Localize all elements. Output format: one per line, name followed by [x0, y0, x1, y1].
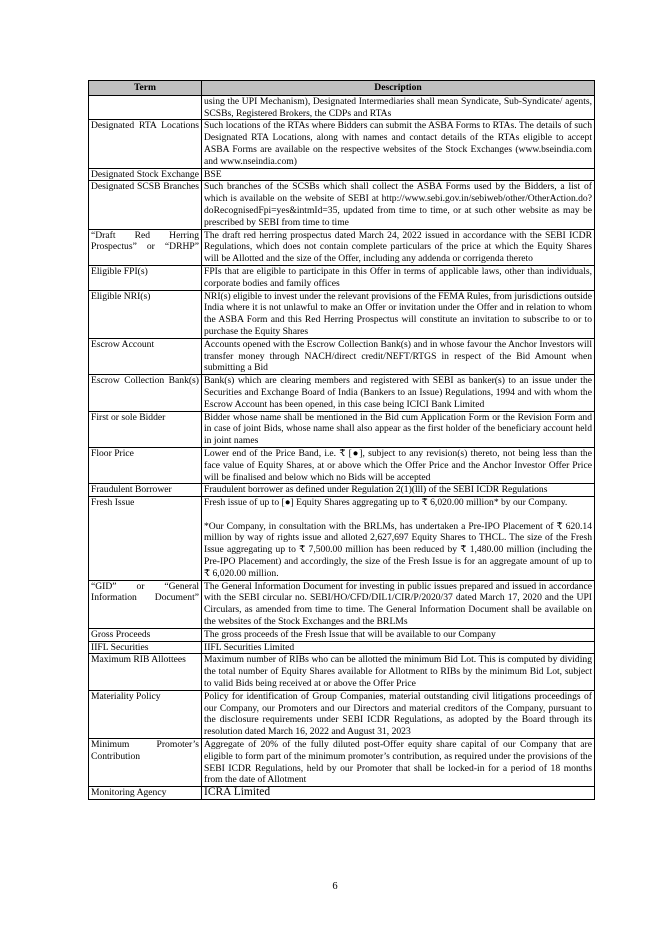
term-cell: Fresh Issue — [89, 497, 202, 581]
table-row — [89, 265, 595, 290]
table-header-row — [89, 81, 595, 96]
table-row — [89, 447, 595, 483]
fresh-issue-footnote: *Our Company, in consultation with the BRLMs, has undertaken a Pre-IPO Placement of ₹ 620.14 million by way of rights issue and alloted 2,627,697 Equity Shares to THCL. The size of the Fresh Issue aggregating up to ₹ 7,500.00 million has been reduced by ₹ 1,480.00 million (including the Pre-IPO Placement) and accordingly, the size of the Fresh Issue is for an aggregate amount of up to ₹ 6,020.00 million. — [204, 520, 592, 579]
table-row — [89, 580, 595, 628]
description-cell: The General Information Document for investing in public issues prepared and issued in accordance with the SEBI circular no. SEBI/HO/CFD/DIL1/CIR/P/2020/37 dated March 17, 2020 and the UPI Circulars, as amended from time to time. The General Information Document shall be available on the websites of the Stock Exchanges and the BRLMs — [202, 580, 595, 628]
term-cell: “GID” or “General Information Document” — [89, 580, 202, 628]
description-cell: FPIs that are eligible to participate in this Offer in terms of applicable laws, other than individuals, corporate bodies and family offices — [202, 265, 595, 290]
description-cell: The gross proceeds of the Fresh Issue that will be available to our Company — [202, 628, 595, 641]
description-cell — [202, 497, 595, 581]
column-header-description: Description — [202, 81, 595, 96]
term-cell: Minimum Promoter’s Contribution — [89, 739, 202, 787]
table-row — [89, 181, 595, 229]
term-cell: Designated SCSB Branches — [89, 181, 202, 229]
table-row — [89, 411, 595, 447]
page-number: 6 — [332, 881, 338, 892]
term-cell: Gross Proceeds — [89, 628, 202, 641]
description-cell: BSE — [202, 168, 595, 181]
table-row — [89, 641, 595, 654]
table-row — [89, 628, 595, 641]
fresh-issue-paragraph: Fresh issue of up to [●] Equity Shares aggregating up to ₹ 6,020.00 million* by our Company. — [204, 497, 568, 509]
table-row — [89, 120, 595, 168]
description-cell: Fraudulent borrower as defined under Regulation 2(1)(lll) of the SEBI ICDR Regulations — [202, 484, 595, 497]
description-cell: Lower end of the Price Band, i.e. ₹ [●], subject to any revision(s) thereto, not being less than the face value of Equity Shares, at or above which the Offer Price and the Anchor Investor Offer Price will be finalised and below which no Bids will be accepted — [202, 447, 595, 483]
table-row — [89, 95, 595, 120]
term-cell: Materiality Policy — [89, 690, 202, 738]
description-cell: IIFL Securities Limited — [202, 641, 595, 654]
paragraph-spacer — [204, 509, 592, 521]
description-cell: Accounts opened with the Escrow Collection Bank(s) and in whose favour the Anchor Investors will transfer money through NACH/direct credit/NEFT/RTGS in respect of the Bid Amount when submitting a Bid — [202, 338, 595, 374]
description-cell: Bidder whose name shall be mentioned in the Bid cum Application Form or the Revision Form and in case of joint Bids, whose name shall also appear as the first holder of the beneficiary account held in joint names — [202, 411, 595, 447]
term-cell: Escrow Collection Bank(s) — [89, 375, 202, 411]
table-row — [89, 690, 595, 738]
description-cell: Such branches of the SCSBs which shall collect the ASBA Forms used by the Bidders, a list of which is available on the website of SEBI at http://www.sebi.gov.in/sebiweb/other/OtherAction.do?doRecognisedFpi=yes&intmId=35, updated from time to time, or at such other website as may be prescribed by SEBI from time to time — [202, 181, 595, 229]
term-cell: Eligible FPI(s) — [89, 265, 202, 290]
term-cell: Floor Price — [89, 447, 202, 483]
description-cell: The draft red herring prospectus dated March 24, 2022 issued in accordance with the SEBI ICDR Regulations, which does not contain complete particulars of the price at which the Equity Shares will be Allotted and the size of the Offer, including any addenda or corrigenda thereto — [202, 229, 595, 265]
description-cell: Maximum number of RIBs who can be allotted the minimum Bid Lot. This is computed by dividing the total number of Equity Shares available for Allotment to RIBs by the minimum Bid Lot, subject to valid Bids being received at or above the Offer Price — [202, 654, 595, 690]
description-cell: using the UPI Mechanism), Designated Intermediaries shall mean Syndicate, Sub-Syndicate/ agents, SCSBs, Registered Brokers, the CDPs and RTAs — [202, 95, 595, 120]
term-cell: “Draft Red Herring Prospectus” or “DRHP” — [89, 229, 202, 265]
term-cell: IIFL Securities — [89, 641, 202, 654]
description-cell: ICRA Limited — [202, 787, 595, 800]
table-row — [89, 229, 595, 265]
definitions-table — [88, 80, 595, 800]
term-cell: Eligible NRI(s) — [89, 290, 202, 338]
description-cell: Bank(s) which are clearing members and registered with SEBI as banker(s) to an issue under the Securities and Exchange Board of India (Bankers to an Issue) Regulations, 1994 and with whom the Escrow Account has been opened, in this case being ICICI Bank Limited — [202, 375, 595, 411]
table-row — [89, 375, 595, 411]
term-cell: Fraudulent Borrower — [89, 484, 202, 497]
description-cell: Such locations of the RTAs where Bidders can submit the ASBA Forms to RTAs. The details of such Designated RTA Locations, along with names and contact details of the RTAs eligible to accept ASBA Forms are available on the respective websites of the Stock Exchanges (www.bseindia.com and www.nseindia.com) — [202, 120, 595, 168]
table-row — [89, 787, 595, 800]
table-row — [89, 290, 595, 338]
description-cell: Policy for identification of Group Companies, material outstanding civil litigations proceedings of our Company, our Promoters and our Directors and material creditors of the Company, pursuant to the disclosure requirements under SEBI ICDR Regulations, as adopted by the Board through its resolution dated March 16, 2022 and August 31, 2023 — [202, 690, 595, 738]
table-row — [89, 484, 595, 497]
table-row — [89, 654, 595, 690]
description-cell: NRI(s) eligible to invest under the relevant provisions of the FEMA Rules, from jurisdictions outside India where it is not unlawful to make an Offer or invitation under the Offer and in relation to whom the ASBA Form and this Red Herring Prospectus will constitute an invitation to subscribe to or to purchase the Equity Shares — [202, 290, 595, 338]
column-header-term: Term — [89, 81, 202, 96]
table-row — [89, 338, 595, 374]
table-row — [89, 739, 595, 787]
term-cell: Monitoring Agency — [89, 787, 202, 800]
term-cell: First or sole Bidder — [89, 411, 202, 447]
table-row — [89, 497, 595, 581]
term-cell: Designated RTA Locations — [89, 120, 202, 168]
term-cell: Maximum RIB Allottees — [89, 654, 202, 690]
term-cell: Escrow Account — [89, 338, 202, 374]
term-cell — [89, 95, 202, 120]
term-cell: Designated Stock Exchange — [89, 168, 202, 181]
description-cell: Aggregate of 20% of the fully diluted post-Offer equity share capital of our Company that are eligible to form part of the minimum promoter’s contribution, as required under the provisions of the SEBI ICDR Regulations, held by our Promoter that shall be locked-in for a period of 18 months from the date of Allotment — [202, 739, 595, 787]
table-row — [89, 168, 595, 181]
